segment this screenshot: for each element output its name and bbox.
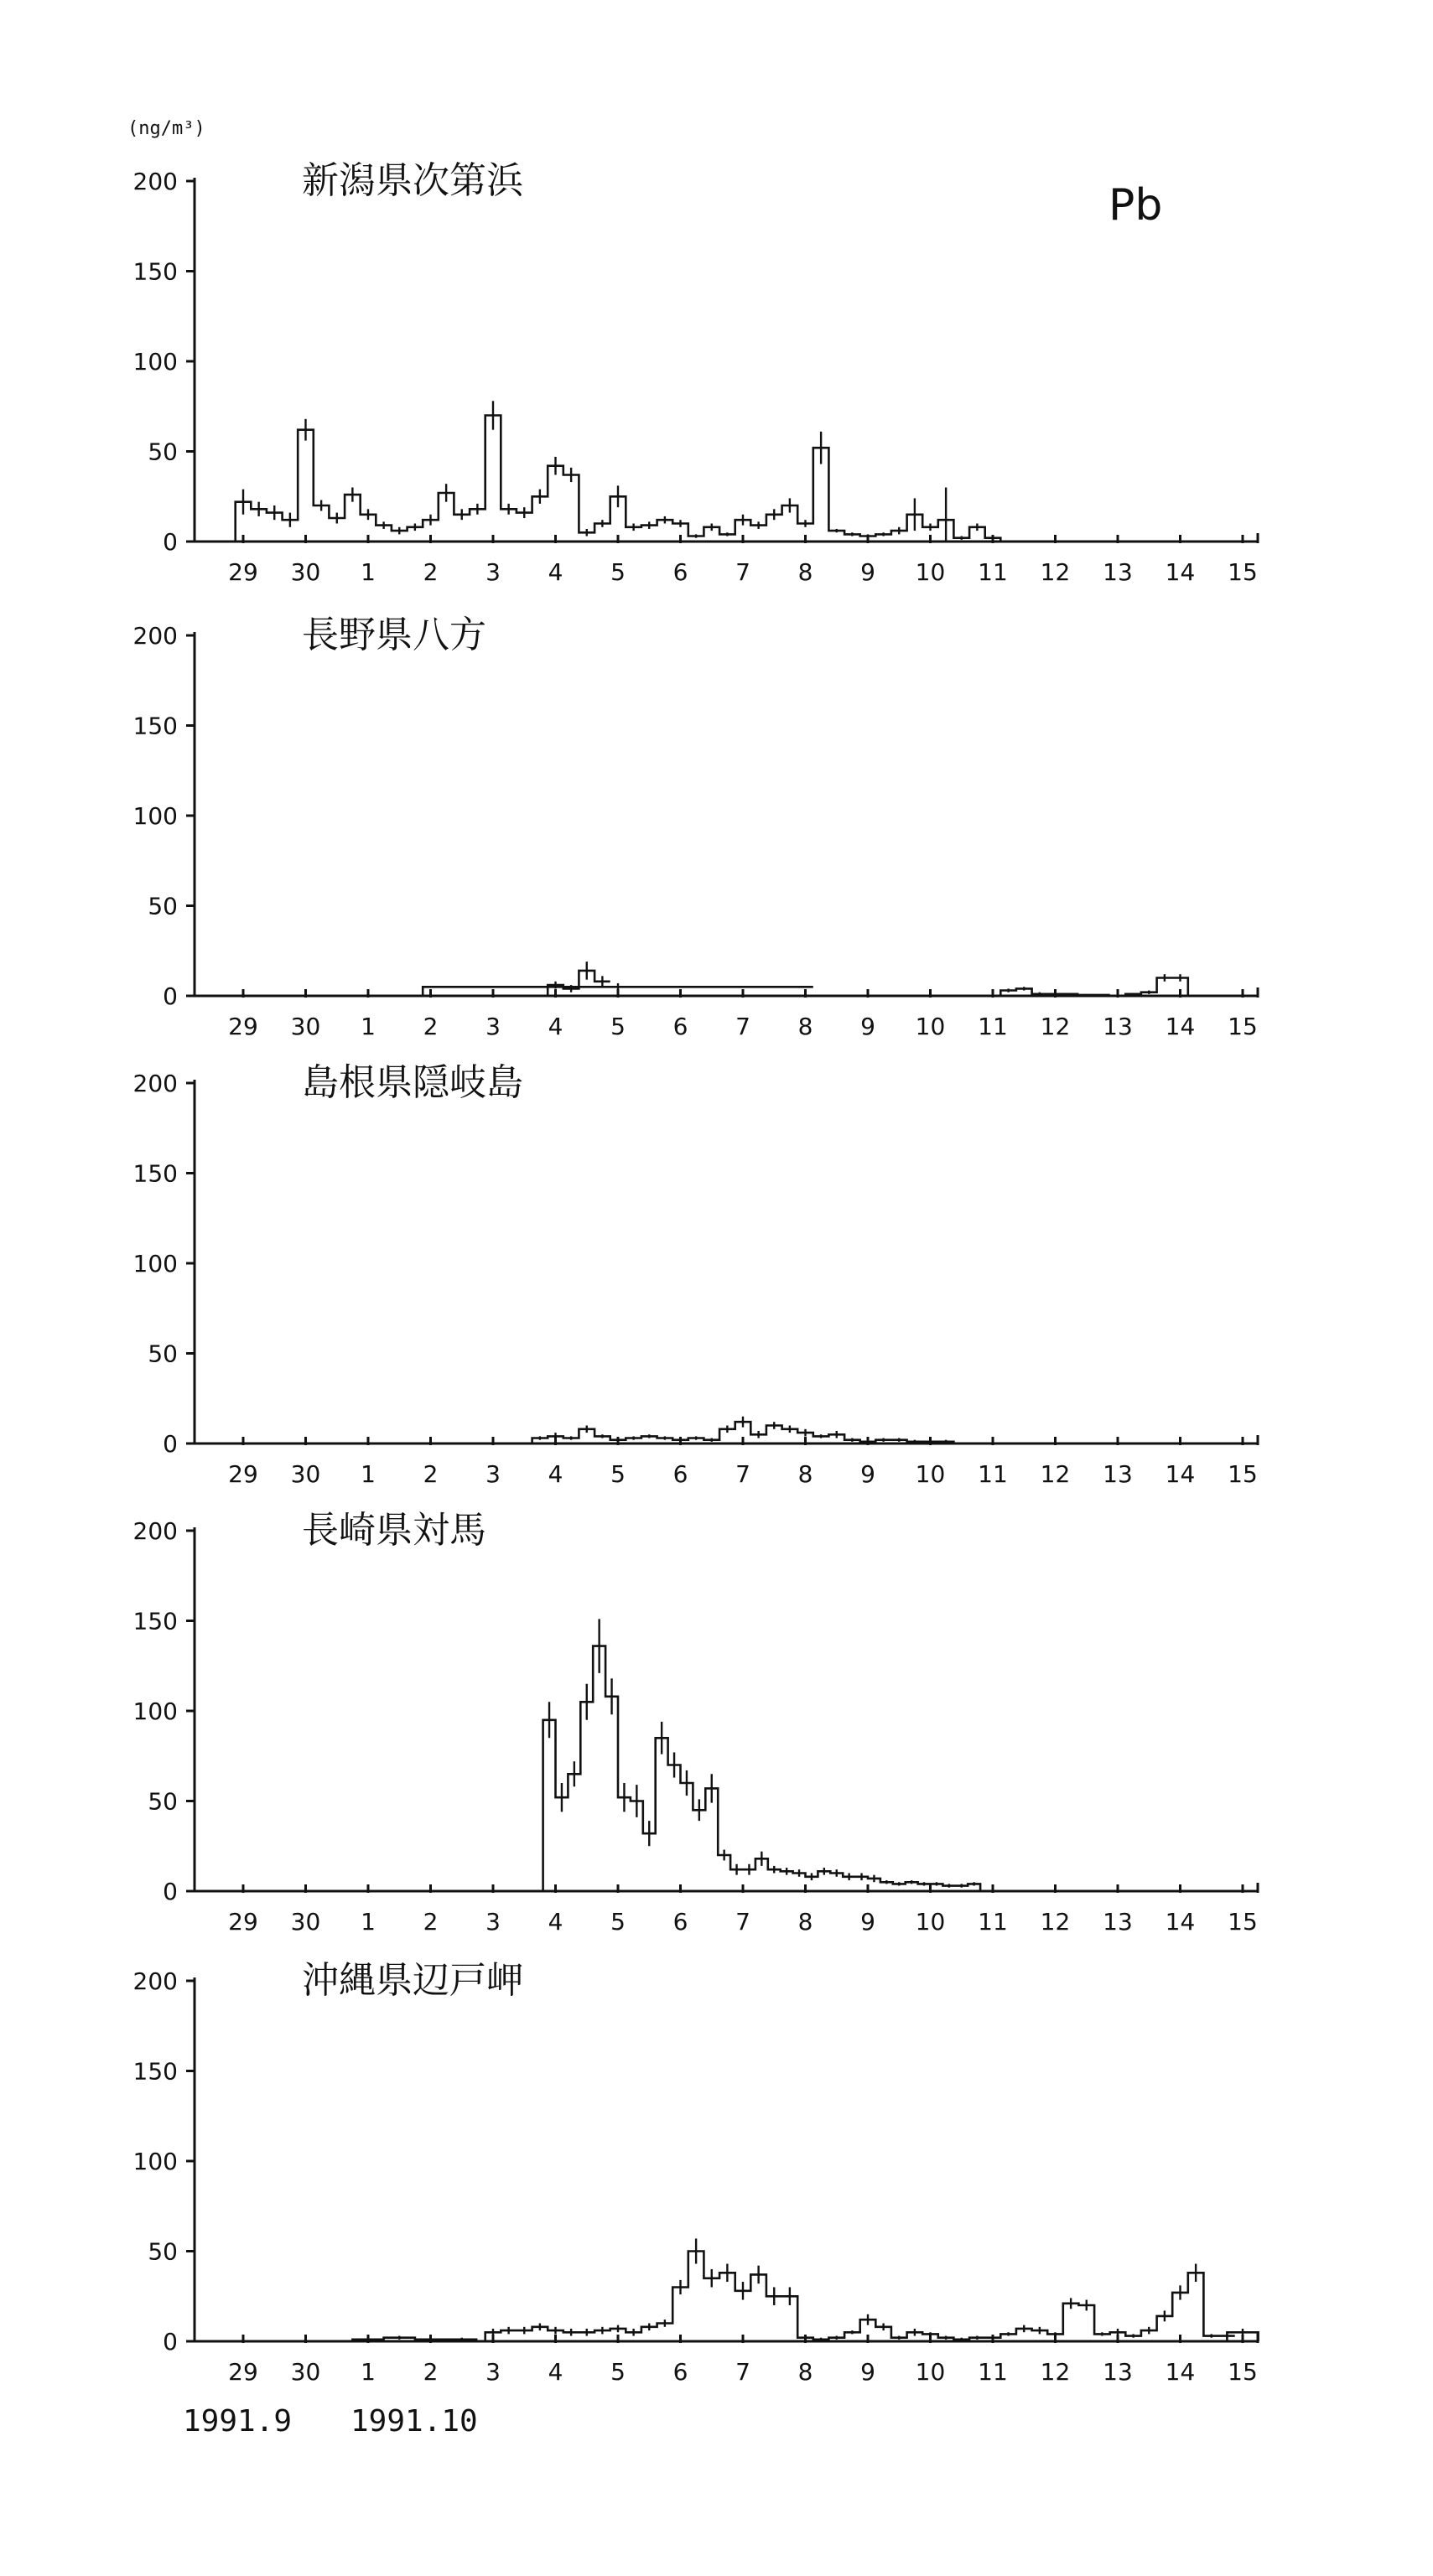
x-tick-label: 2 <box>423 558 439 586</box>
x-tick-label: 10 <box>915 2358 946 2386</box>
x-tick-label: 6 <box>672 2358 688 2386</box>
x-tick-label: 3 <box>485 1460 501 1488</box>
x-tick-label: 2 <box>423 1908 439 1936</box>
y-tick-label: 0 <box>163 1878 178 1905</box>
x-tick-label: 15 <box>1228 2358 1258 2386</box>
y-tick-label: 200 <box>132 622 178 650</box>
x-tick-label: 4 <box>548 1460 563 1488</box>
chart-panel-4 <box>133 1509 1258 1936</box>
x-tick-label: 4 <box>548 2358 563 2386</box>
site-title: 新潟県次第浜 <box>302 159 523 202</box>
series-step-line <box>352 2252 1258 2342</box>
x-tick-label: 4 <box>548 1908 563 1936</box>
x-tick-label: 30 <box>290 2358 321 2386</box>
y-tick-label: 100 <box>132 2148 178 2175</box>
x-tick-label: 7 <box>735 1908 750 1936</box>
x-tick-label: 14 <box>1165 1013 1196 1040</box>
x-tick-label: 15 <box>1228 558 1258 586</box>
x-tick-label: 29 <box>228 2358 258 2386</box>
y-tick-label: 0 <box>163 1430 178 1458</box>
x-tick-label: 2 <box>423 1013 439 1040</box>
x-tick-label: 14 <box>1165 2358 1196 2386</box>
x-tick-label: 8 <box>797 1908 813 1936</box>
x-tick-label: 11 <box>978 1908 1008 1936</box>
x-tick-label: 5 <box>610 1460 626 1488</box>
x-tick-label: 6 <box>672 558 688 586</box>
x-tick-label: 11 <box>978 558 1008 586</box>
y-tick-label: 100 <box>132 348 178 376</box>
x-tick-label: 8 <box>797 2358 813 2386</box>
x-tick-label: 9 <box>860 558 875 586</box>
x-tick-label: 13 <box>1103 2358 1133 2386</box>
y-tick-label: 150 <box>132 712 178 740</box>
x-tick-label: 7 <box>735 1460 750 1488</box>
y-tick-label: 50 <box>148 438 178 466</box>
y-tick-label: 50 <box>148 892 178 920</box>
x-tick-label: 2 <box>423 2358 439 2386</box>
y-tick-label: 150 <box>132 1607 178 1635</box>
x-tick-label: 5 <box>610 1908 626 1936</box>
x-tick-label: 3 <box>485 558 501 586</box>
x-tick-label: 13 <box>1103 558 1133 586</box>
x-tick-label: 12 <box>1040 1460 1071 1488</box>
x-tick-label: 5 <box>610 2358 626 2386</box>
x-tick-label: 14 <box>1165 558 1196 586</box>
x-tick-label: 9 <box>860 2358 875 2386</box>
x-tick-label: 13 <box>1103 1460 1133 1488</box>
date-label-october: 1991.10 <box>350 2404 478 2439</box>
site-title: 長野県八方 <box>302 614 486 656</box>
x-tick-label: 1 <box>361 2358 376 2386</box>
x-tick-label: 7 <box>735 1013 750 1040</box>
x-tick-label: 14 <box>1165 1908 1196 1936</box>
x-tick-label: 13 <box>1103 1908 1133 1936</box>
element-label: Pb <box>1108 180 1163 231</box>
y-tick-label: 100 <box>132 802 178 830</box>
x-tick-label: 6 <box>672 1460 688 1488</box>
x-tick-label: 30 <box>290 1013 321 1040</box>
y-tick-label: 0 <box>163 982 178 1010</box>
chart-panel-3 <box>133 1061 1258 1488</box>
x-tick-label: 30 <box>290 558 321 586</box>
panels-container <box>133 159 1259 2386</box>
x-tick-label: 7 <box>735 558 750 586</box>
x-tick-label: 8 <box>797 1013 813 1040</box>
x-tick-label: 1 <box>361 1460 376 1488</box>
x-tick-label: 15 <box>1228 1460 1258 1488</box>
x-tick-label: 3 <box>485 1013 501 1040</box>
x-tick-label: 6 <box>672 1908 688 1936</box>
y-tick-label: 200 <box>132 168 178 195</box>
y-tick-label: 150 <box>132 2057 178 2086</box>
x-tick-label: 12 <box>1040 558 1071 586</box>
x-tick-label: 9 <box>860 1013 875 1040</box>
x-tick-label: 8 <box>797 1460 813 1488</box>
x-tick-label: 12 <box>1040 1908 1071 1936</box>
y-tick-label: 100 <box>132 1250 178 1278</box>
x-tick-label: 11 <box>978 1013 1008 1040</box>
y-tick-label: 150 <box>132 1159 178 1188</box>
y-tick-label: 50 <box>148 1340 178 1368</box>
site-title: 沖縄県辺戸岬 <box>302 1959 523 2002</box>
date-label-september: 1991.9 <box>183 2404 293 2439</box>
y-tick-label: 200 <box>132 1517 178 1545</box>
x-tick-label: 30 <box>290 1460 321 1488</box>
y-tick-label: 100 <box>132 1697 178 1725</box>
y-tick-label: 50 <box>148 1787 178 1816</box>
y-tick-label: 0 <box>163 2328 178 2356</box>
x-tick-label: 9 <box>860 1460 875 1488</box>
x-tick-label: 29 <box>228 558 258 586</box>
x-tick-label: 10 <box>915 1460 946 1488</box>
y-tick-label: 200 <box>132 1967 178 1995</box>
x-tick-label: 3 <box>485 1908 501 1936</box>
x-tick-label: 9 <box>860 1908 875 1936</box>
x-tick-label: 4 <box>548 558 563 586</box>
y-tick-label: 0 <box>163 528 178 556</box>
x-tick-label: 14 <box>1165 1460 1196 1488</box>
x-tick-label: 1 <box>361 558 376 586</box>
x-tick-label: 1 <box>361 1013 376 1040</box>
x-tick-label: 29 <box>228 1908 258 1936</box>
chart-panel-5 <box>133 1959 1259 2386</box>
x-tick-label: 10 <box>915 558 946 586</box>
x-tick-label: 11 <box>978 1460 1008 1488</box>
x-tick-label: 5 <box>610 1013 626 1040</box>
y-tick-label: 150 <box>132 257 178 286</box>
x-tick-label: 1 <box>361 1908 376 1936</box>
x-tick-label: 6 <box>672 1013 688 1040</box>
x-tick-label: 15 <box>1228 1908 1258 1936</box>
x-tick-label: 10 <box>915 1908 946 1936</box>
y-tick-label: 200 <box>132 1070 178 1097</box>
x-tick-label: 12 <box>1040 1013 1071 1040</box>
x-tick-label: 12 <box>1040 2358 1071 2386</box>
chart-panel-2 <box>133 614 1258 1040</box>
x-tick-label: 7 <box>735 2358 750 2386</box>
x-tick-label: 13 <box>1103 1013 1133 1040</box>
site-title: 島根県隠岐島 <box>302 1061 523 1104</box>
unit-label: (ng/m³) <box>127 118 205 139</box>
y-tick-label: 50 <box>148 2237 178 2266</box>
x-tick-label: 11 <box>978 2358 1008 2386</box>
site-title: 長崎県対馬 <box>302 1509 486 1552</box>
x-tick-label: 10 <box>915 1013 946 1040</box>
x-tick-label: 15 <box>1228 1013 1258 1040</box>
x-tick-label: 30 <box>290 1908 321 1936</box>
x-tick-label: 29 <box>228 1013 258 1040</box>
x-tick-label: 8 <box>797 558 813 586</box>
x-tick-label: 3 <box>485 2358 501 2386</box>
chart-panel-1 <box>133 159 1258 586</box>
x-tick-label: 4 <box>548 1013 563 1040</box>
x-tick-label: 2 <box>423 1460 439 1488</box>
x-tick-label: 5 <box>610 558 626 586</box>
x-tick-label: 29 <box>228 1460 258 1488</box>
series-step-line <box>236 416 1001 542</box>
